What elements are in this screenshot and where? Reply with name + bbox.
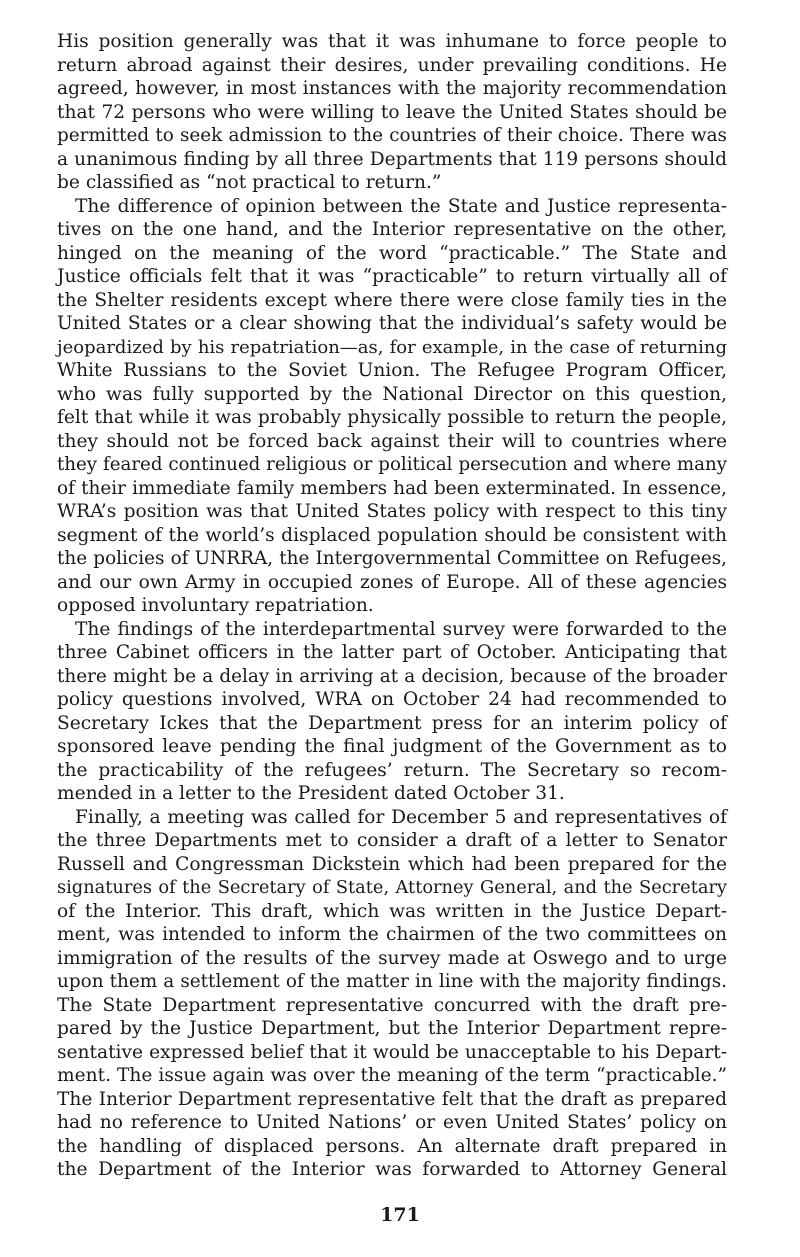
text-line: the three Departments met to consider a draft of a letter to Senator <box>57 830 727 851</box>
text-line: mended in a letter to the President dated October 31. <box>57 783 565 804</box>
text-line: they feared continued religious or political persecution and where many <box>57 454 727 475</box>
text-line: The findings of the interdepartmental survey were forwarded to the <box>75 618 727 640</box>
text-line: three Cabinet officers in the latter part of October. Anticipating that <box>57 642 727 663</box>
text-line: segment of the world’s displaced population should be consistent with <box>57 524 727 546</box>
text-line: opposed involuntary repatriation. <box>57 595 374 616</box>
page-number: 171 <box>380 1204 420 1226</box>
text-line: the practicability of the refugees’ return. The Secretary so recom- <box>57 759 727 781</box>
text-line: upon them a settlement of the matter in line with the majority findings. <box>57 971 727 992</box>
text-line: ment, was intended to inform the chairmen of the two committees on <box>57 924 727 945</box>
text-line: WRA’s position was that United States policy with respect to this tiny <box>57 501 727 522</box>
text-line: Justice officials felt that it was “practicable” to return virtually all of <box>57 266 727 287</box>
text-line: White Russians to the Soviet Union. The Refugee Program Officer, <box>57 360 727 381</box>
text-line: there might be a delay in arriving at a decision, because of the broader <box>57 665 727 687</box>
text-line: of the Interior. This draft, which was written in the Justice Depart- <box>57 900 727 922</box>
text-line: United States or a clear showing that the individual’s safety would be <box>57 313 727 334</box>
text-line: agreed, however, in most instances with the majority recommendation <box>57 78 727 99</box>
text-line: be classified as “not practical to return.” <box>57 172 442 193</box>
text-line: hinged on the meaning of the word “practicable.” The State and <box>57 242 727 264</box>
text-line: ment. The issue again was over the meaning of the term “practicable.” <box>57 1065 727 1086</box>
text-line: tives on the one hand, and the Interior representative on the other, <box>57 219 727 240</box>
text-line: immigration of the results of the survey made at Oswego and to urge <box>57 947 727 969</box>
text-line: sponsored leave pending the final judgment of the Government as to <box>57 736 727 757</box>
text-line: who was fully supported by the National Director on this question, <box>57 383 727 405</box>
text-line: Finally, a meeting was called for December 5 and representatives of <box>75 806 727 828</box>
text-line: sentative expressed belief that it would be unacceptable to his Depart- <box>57 1041 727 1063</box>
text-line: His position generally was that it was inhumane to force people to <box>57 31 727 52</box>
text-line: and our own Army in occupied zones of Europe. All of these agencies <box>57 571 727 593</box>
text-line: pared by the Justice Department, but the Interior Department repre- <box>57 1018 727 1039</box>
text-line: the handling of displaced persons. An alternate draft prepared in <box>57 1135 727 1157</box>
body-text <box>57 30 727 1182</box>
text-line: a unanimous finding by all three Departments that 119 persons should <box>57 148 727 170</box>
text-line: The difference of opinion between the State and Justice representa- <box>75 195 727 217</box>
text-line: had no reference to United Nations’ or even United States’ policy on <box>57 1112 727 1133</box>
text-line: permitted to seek admission to the countries of their choice. There was <box>57 125 727 146</box>
text-line: Russell and Congressman Dickstein which had been prepared for the <box>57 853 727 875</box>
text-line: The Interior Department representative felt that the draft as prepared <box>57 1088 727 1110</box>
text-line: The State Department representative concurred with the draft pre- <box>57 994 727 1016</box>
text-line: that 72 persons who were willing to leave the United States should be <box>57 101 727 123</box>
text-line: the Department of the Interior was forwarded to Attorney General <box>57 1159 727 1180</box>
text-line: they should not be forced back against their will to countries where <box>57 430 727 452</box>
text-line: policy questions involved, WRA on October 24 had recommended to <box>57 689 727 710</box>
text-line: felt that while it was probably physically possible to return the people, <box>57 407 727 428</box>
text-line: jeopardized by his repatriation—as, for example, in the case of returning <box>57 336 727 358</box>
text-line: the policies of UNRRA, the Intergovernmental Committee on Refugees, <box>57 548 727 569</box>
text-line: the Shelter residents except where there were close family ties in the <box>57 289 727 311</box>
text-line: signatures of the Secretary of State, Attorney General, and the Secretary <box>57 877 727 898</box>
text-line: Secretary Ickes that the Department press for an interim policy of <box>57 712 727 734</box>
text-line: return abroad against their desires, under prevailing conditions. He <box>57 54 727 76</box>
text-line: of their immediate family members had been exterminated. In essence, <box>57 477 727 499</box>
